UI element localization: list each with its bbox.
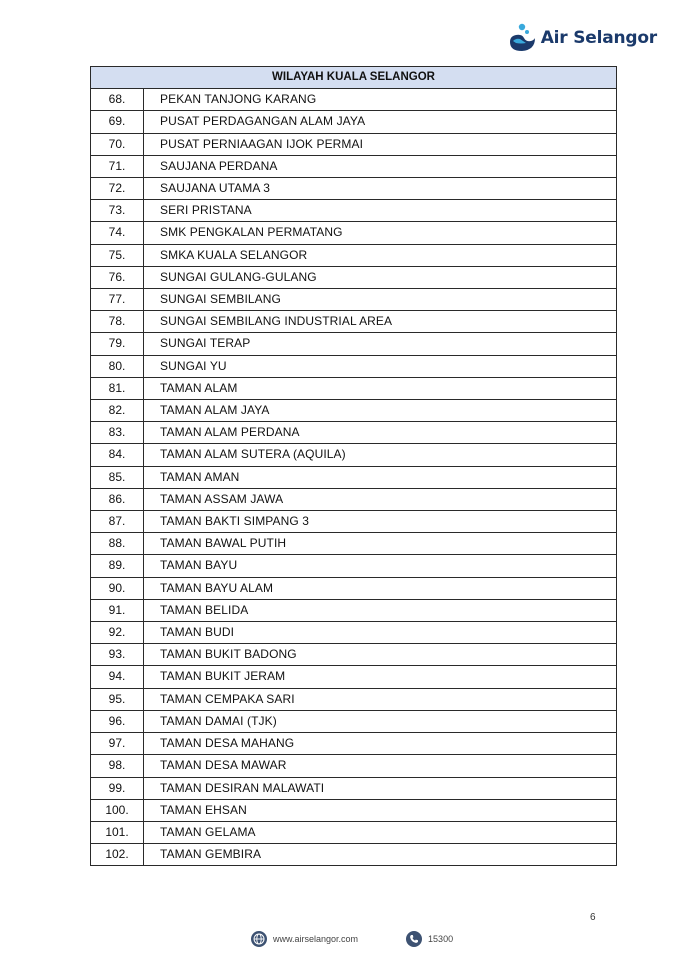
table-row <box>91 533 617 555</box>
table-row <box>91 799 617 821</box>
row-location-name: TAMAN DESA MAWAR <box>144 755 617 777</box>
row-number: 95. <box>91 688 144 710</box>
row-number: 91. <box>91 599 144 621</box>
row-location-name: TAMAN BAYU ALAM <box>144 577 617 599</box>
brand-name: Air Selangor <box>540 28 657 48</box>
table-row <box>91 155 617 177</box>
phone-icon <box>406 931 422 947</box>
table-row <box>91 355 617 377</box>
row-location-name: PUSAT PERDAGANGAN ALAM JAYA <box>144 111 617 133</box>
row-location-name: TAMAN BUKIT JERAM <box>144 666 617 688</box>
table-row <box>91 111 617 133</box>
footer <box>251 931 453 947</box>
row-number: 94. <box>91 666 144 688</box>
table-row <box>91 666 617 688</box>
row-number: 90. <box>91 577 144 599</box>
row-location-name: TAMAN BAKTI SIMPANG 3 <box>144 511 617 533</box>
row-number: 92. <box>91 622 144 644</box>
row-location-name: TAMAN GELAMA <box>144 821 617 843</box>
row-location-name: TAMAN BUDI <box>144 622 617 644</box>
table-row <box>91 644 617 666</box>
row-number: 83. <box>91 422 144 444</box>
row-number: 81. <box>91 377 144 399</box>
row-location-name: SUNGAI TERAP <box>144 333 617 355</box>
table-row <box>91 577 617 599</box>
table-row <box>91 289 617 311</box>
row-location-name: SAUJANA UTAMA 3 <box>144 178 617 200</box>
row-number: 77. <box>91 289 144 311</box>
row-location-name: SAUJANA PERDANA <box>144 155 617 177</box>
table-row <box>91 333 617 355</box>
table-row <box>91 555 617 577</box>
row-location-name: TAMAN BAYU <box>144 555 617 577</box>
row-location-name: SUNGAI YU <box>144 355 617 377</box>
air-selangor-logo <box>507 22 657 54</box>
row-number: 99. <box>91 777 144 799</box>
row-number: 75. <box>91 244 144 266</box>
table-row <box>91 821 617 843</box>
table-row <box>91 266 617 288</box>
row-location-name: SUNGAI SEMBILANG INDUSTRIAL AREA <box>144 311 617 333</box>
water-drop-logo-icon <box>507 22 537 54</box>
row-number: 87. <box>91 511 144 533</box>
row-number: 80. <box>91 355 144 377</box>
area-table-body <box>91 89 617 866</box>
row-location-name: SERI PRISTANA <box>144 200 617 222</box>
row-number: 68. <box>91 89 144 111</box>
table-row <box>91 488 617 510</box>
area-table <box>90 66 617 866</box>
table-row <box>91 755 617 777</box>
row-number: 86. <box>91 488 144 510</box>
row-number: 96. <box>91 710 144 732</box>
row-number: 97. <box>91 733 144 755</box>
footer-website[interactable]: www.airselangor.com <box>273 934 359 944</box>
row-location-name: TAMAN AMAN <box>144 466 617 488</box>
row-number: 69. <box>91 111 144 133</box>
table-row <box>91 133 617 155</box>
row-location-name: TAMAN BAWAL PUTIH <box>144 533 617 555</box>
table-row <box>91 777 617 799</box>
row-number: 78. <box>91 311 144 333</box>
row-location-name: TAMAN ALAM JAYA <box>144 400 617 422</box>
row-location-name: TAMAN ASSAM JAWA <box>144 488 617 510</box>
globe-icon <box>251 931 267 947</box>
row-location-name: TAMAN BELIDA <box>144 599 617 621</box>
row-location-name: TAMAN GEMBIRA <box>144 844 617 866</box>
row-location-name: SUNGAI GULANG-GULANG <box>144 266 617 288</box>
row-number: 101. <box>91 821 144 843</box>
table-row <box>91 400 617 422</box>
table-row <box>91 688 617 710</box>
row-number: 73. <box>91 200 144 222</box>
footer-phone[interactable]: 15300 <box>428 934 454 944</box>
area-table-header: WILAYAH KUALA SELANGOR <box>91 67 617 89</box>
row-number: 76. <box>91 266 144 288</box>
table-row <box>91 200 617 222</box>
row-number: 89. <box>91 555 144 577</box>
row-number: 88. <box>91 533 144 555</box>
table-row <box>91 377 617 399</box>
row-location-name: TAMAN DAMAI (TJK) <box>144 710 617 732</box>
row-location-name: SMK PENGKALAN PERMATANG <box>144 222 617 244</box>
row-location-name: TAMAN ALAM SUTERA (AQUILA) <box>144 444 617 466</box>
row-number: 71. <box>91 155 144 177</box>
table-row <box>91 222 617 244</box>
row-number: 98. <box>91 755 144 777</box>
row-number: 93. <box>91 644 144 666</box>
row-location-name: SMKA KUALA SELANGOR <box>144 244 617 266</box>
row-number: 102. <box>91 844 144 866</box>
table-row <box>91 599 617 621</box>
table-row <box>91 422 617 444</box>
table-row <box>91 89 617 111</box>
row-location-name: TAMAN EHSAN <box>144 799 617 821</box>
table-row <box>91 444 617 466</box>
table-row <box>91 710 617 732</box>
row-location-name: TAMAN CEMPAKA SARI <box>144 688 617 710</box>
table-row <box>91 511 617 533</box>
row-location-name: PEKAN TANJONG KARANG <box>144 89 617 111</box>
row-location-name: TAMAN DESIRAN MALAWATI <box>144 777 617 799</box>
page-number: 6 <box>590 912 596 923</box>
table-row <box>91 733 617 755</box>
row-number: 70. <box>91 133 144 155</box>
row-location-name: TAMAN BUKIT BADONG <box>144 644 617 666</box>
table-row <box>91 844 617 866</box>
table-row <box>91 244 617 266</box>
table-row <box>91 178 617 200</box>
row-location-name: SUNGAI SEMBILANG <box>144 289 617 311</box>
row-number: 85. <box>91 466 144 488</box>
row-location-name: TAMAN ALAM <box>144 377 617 399</box>
row-number: 82. <box>91 400 144 422</box>
table-row <box>91 466 617 488</box>
table-row <box>91 311 617 333</box>
row-number: 84. <box>91 444 144 466</box>
row-location-name: TAMAN DESA MAHANG <box>144 733 617 755</box>
table-row <box>91 622 617 644</box>
row-number: 74. <box>91 222 144 244</box>
row-number: 72. <box>91 178 144 200</box>
row-location-name: TAMAN ALAM PERDANA <box>144 422 617 444</box>
row-location-name: PUSAT PERNIAAGAN IJOK PERMAI <box>144 133 617 155</box>
row-number: 100. <box>91 799 144 821</box>
row-number: 79. <box>91 333 144 355</box>
